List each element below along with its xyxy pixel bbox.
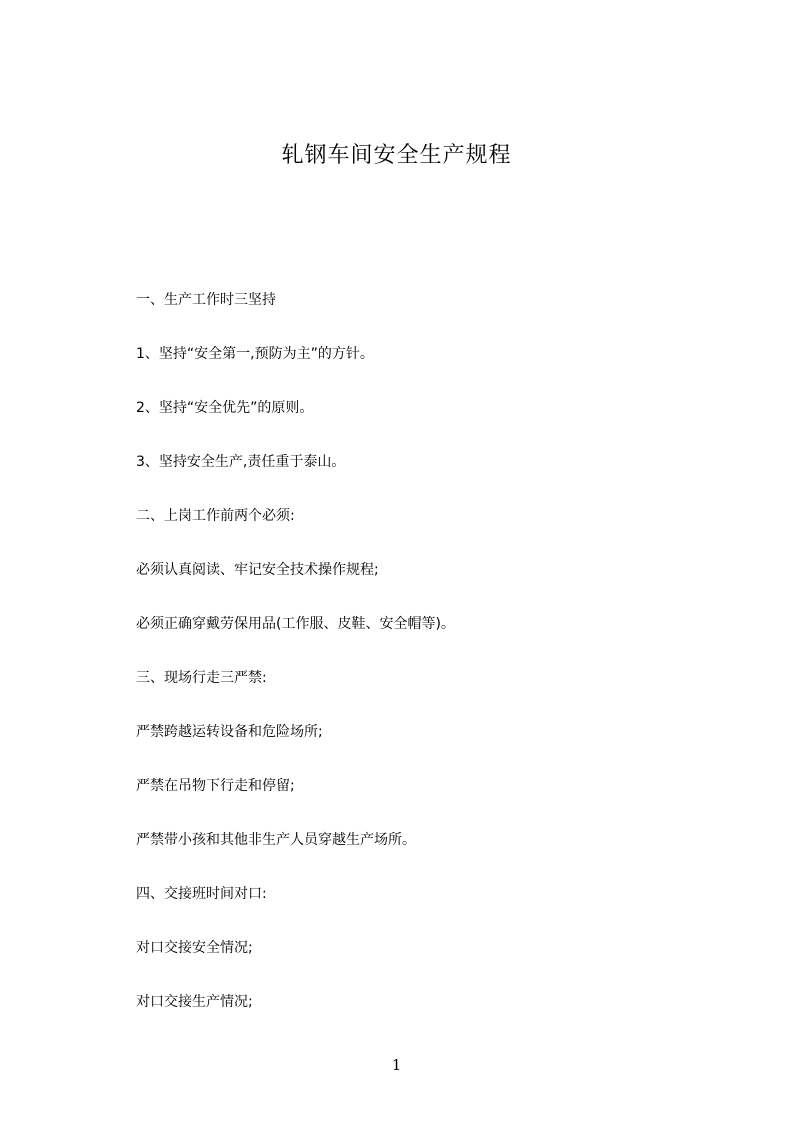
paragraph-line: 1、坚持“安全第一,预防为主”的方针。 <box>136 346 374 362</box>
page-number: 1 <box>391 1056 402 1074</box>
paragraph-line: 2、坚持“安全优先”的原则。 <box>136 400 314 416</box>
section-heading-4: 四、交接班时间对口: <box>136 886 267 902</box>
section-heading-1: 一、生产工作时三坚持 <box>136 292 276 308</box>
paragraph-line: 严禁在吊物下行走和停留; <box>136 778 295 794</box>
paragraph-line: 必须正确穿戴劳保用品(工作服、皮鞋、安全帽等)。 <box>136 616 455 632</box>
paragraph-line: 对口交接安全情况; <box>136 940 253 956</box>
section-heading-2: 二、上岗工作前两个必须: <box>136 508 295 524</box>
paragraph-line: 严禁带小孩和其他非生产人员穿越生产场所。 <box>136 832 416 848</box>
paragraph-line: 必须认真阅读、牢记安全技术操作规程; <box>136 562 379 578</box>
paragraph-line: 严禁跨越运转设备和危险场所; <box>136 724 323 740</box>
section-heading-3: 三、现场行走三严禁: <box>136 670 267 686</box>
document-title: 轧钢车间安全生产规程 <box>281 143 512 168</box>
paragraph-line: 3、坚持安全生产,责任重于泰山。 <box>136 454 346 470</box>
paragraph-line: 对口交接生产情况; <box>136 994 253 1010</box>
document-body <box>136 290 696 1046</box>
